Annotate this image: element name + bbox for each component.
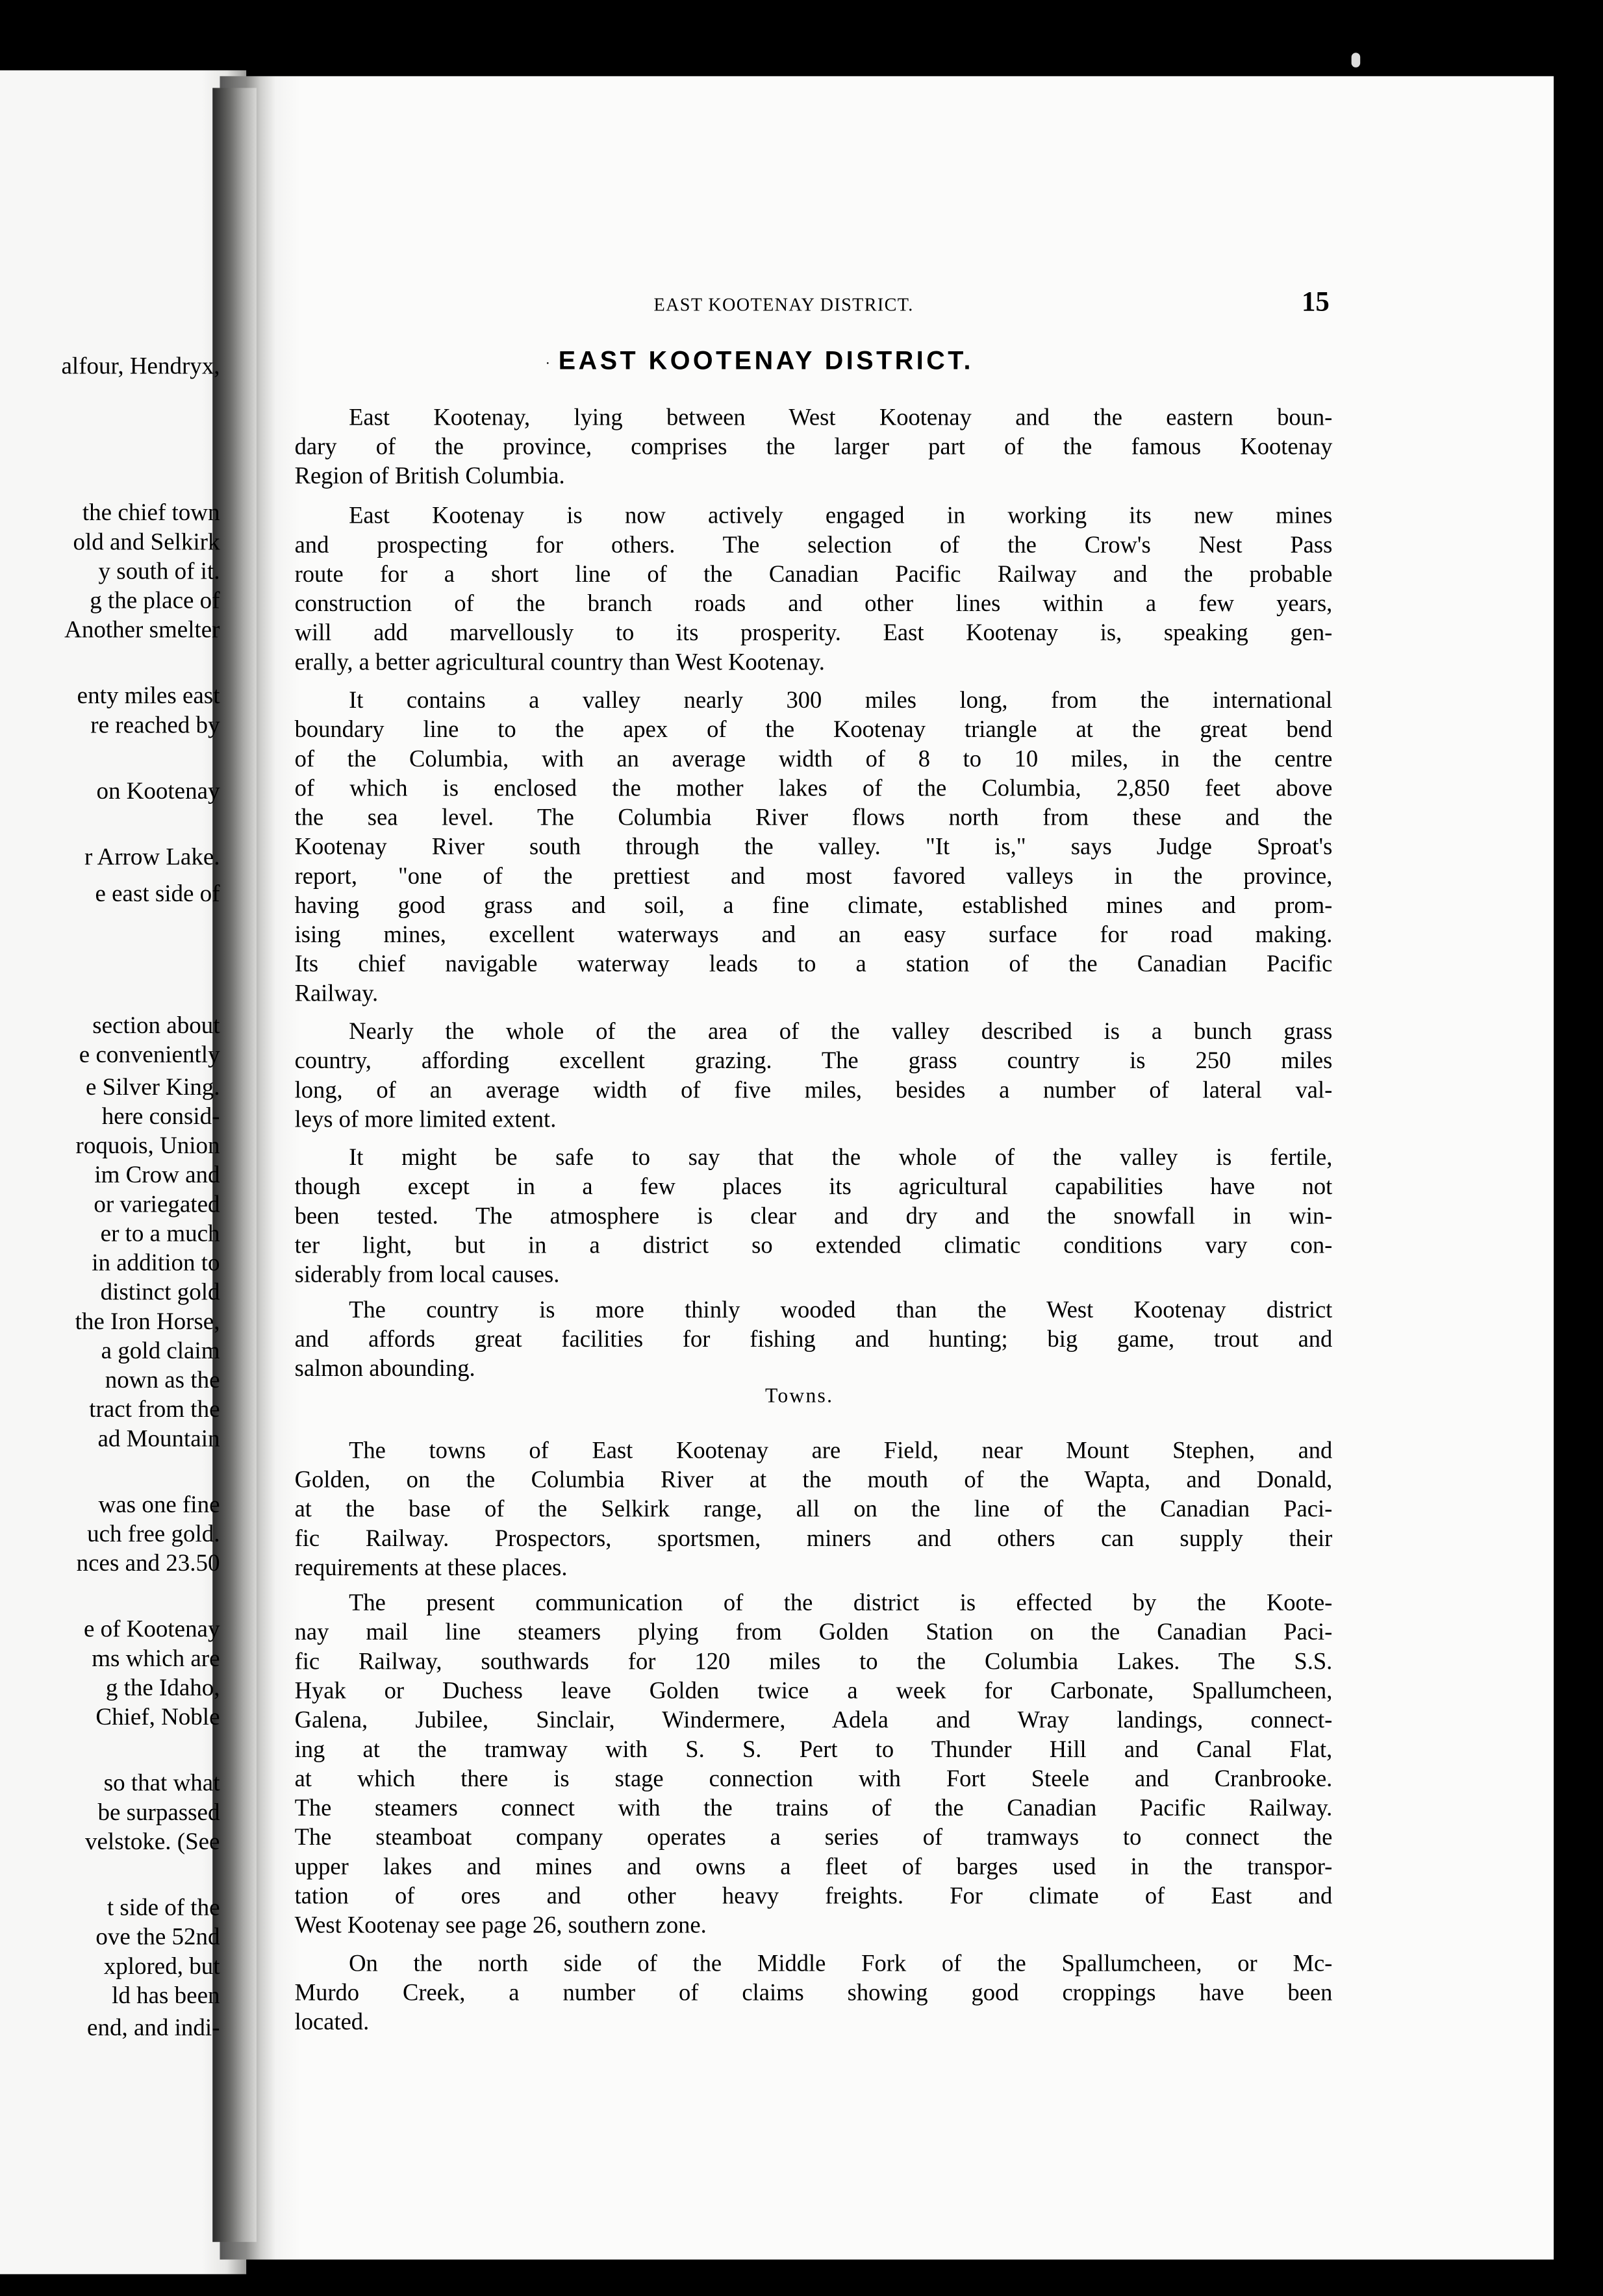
left-page-line: Another smelter (64, 615, 220, 643)
left-page-line: enty miles east (77, 681, 220, 710)
text-line: Railway. (294, 980, 379, 1007)
left-page-line: section about (92, 1011, 220, 1040)
left-page-line: Chief, Noble (95, 1703, 220, 1731)
left-page-line: old and Selkirk (73, 527, 220, 556)
left-page-line: uch free gold. (87, 1519, 220, 1548)
text-line: upper lakes and mines and owns a fleet of barges used in the transpor- (294, 1853, 1333, 1880)
text-line: East Kootenay, lying between West Kootenay and the eastern boun- (349, 404, 1333, 431)
scan-speck (1352, 53, 1361, 68)
left-page-line: the chief town (82, 498, 220, 527)
text-line: though except in a few places its agricultural capabilities have not (294, 1173, 1333, 1201)
left-page-line: so that what (103, 1768, 220, 1797)
text-line: On the north side of the Middle Fork of the Spallumcheen, or Mc- (349, 1950, 1333, 1977)
text-line: ter light, but in a district so extended climatic conditions vary con- (294, 1232, 1333, 1259)
text-line: The present communication of the district is effected by the Koote- (349, 1590, 1333, 1617)
left-page-line: alfour, Hendryx, (61, 351, 220, 380)
text-line: The towns of East Kootenay are Field, near Mount Stephen, and (349, 1437, 1333, 1464)
text-line: dary of the province, comprises the larger part of the famous Kootenay (294, 433, 1333, 460)
text-line: at which there is stage connection with Fort Steele and Cranbrooke. (294, 1766, 1333, 1792)
left-page-line: er to a much (100, 1219, 220, 1247)
left-page-line: r Arrow Lake. (84, 842, 220, 871)
text-line: fic Railway, southwards for 120 miles to the Columbia Lakes. The S.S. (294, 1648, 1333, 1675)
left-page-line: re reached by (90, 710, 220, 739)
text-line: The country is more thinly wooded than the West Kootenay district (349, 1297, 1333, 1323)
text-line: leys of more limited extent. (294, 1106, 557, 1133)
text-line: fic Railway. Prospectors, sportsmen, miners and others can supply their (294, 1525, 1333, 1552)
text-line: long, of an average width of five miles, besides a number of lateral val- (294, 1077, 1333, 1104)
text-line: and affords great facilities for fishing and hunting; big game, trout and (294, 1326, 1333, 1353)
towns-heading: Towns. (764, 1386, 834, 1408)
left-page-line: roquois, Union (75, 1131, 220, 1160)
text-line: report, "one of the prettiest and most favored valleys in the province, (294, 863, 1333, 890)
text-line: West Kootenay see page 26, southern zone. (294, 1912, 707, 1939)
text-line: Its chief navigable waterway leads to a station of the Canadian Pacific (294, 951, 1333, 978)
left-page-line: e east side of (95, 879, 220, 907)
text-line: Kootenay River south through the valley. "It is," says Judge Sproat's (294, 834, 1333, 860)
left-page-line: e of Kootenay (83, 1614, 220, 1643)
left-page-line: was one fine (98, 1490, 220, 1518)
text-line: It might be safe to say that the whole of the valley is fertile, (349, 1144, 1333, 1171)
left-page-line: distinct gold (100, 1277, 220, 1306)
text-line: nay mail line steamers plying from Golden Station on the Canadian Paci- (294, 1619, 1333, 1646)
text-line: having good grass and soil, a fine climate, established mines and prom- (294, 892, 1333, 919)
text-line: and prospecting for others. The selection of the Crow's Nest Pass (294, 532, 1333, 558)
text-line: ing at the tramway with S. S. Pert to Thunder Hill and Canal Flat, (294, 1736, 1333, 1763)
left-page-line: nces and 23.50 (76, 1549, 220, 1577)
text-line: construction of the branch roads and other lines within a few years, (294, 590, 1333, 618)
text-line: route for a short line of the Canadian Pacific Railway and the probable (294, 561, 1333, 588)
text-line: the sea level. The Columbia River flows north from these and the (294, 804, 1333, 831)
text-line: requirements at these places. (294, 1554, 568, 1581)
left-page-line: e Silver King. (85, 1072, 220, 1101)
left-page-line: t side of the (107, 1893, 220, 1921)
left-page-line: velstoke. (See (84, 1827, 220, 1855)
left-page-line: ad Mountain (97, 1424, 220, 1453)
left-page-line: g the place of (90, 586, 220, 614)
left-page-line: in addition to (92, 1248, 220, 1277)
text-line: erally, a better agricultural country than West Kootenay. (294, 649, 825, 676)
left-page-line: ove the 52nd (95, 1922, 220, 1951)
text-line: of which is enclosed the mother lakes of the Columbia, 2,850 feet above (294, 775, 1333, 802)
text-line: Nearly the whole of the area of the valley described is a bunch grass (349, 1018, 1333, 1045)
text-line: ising mines, excellent waterways and an easy surface for road making. (294, 921, 1333, 949)
text-line: Golden, on the Columbia River at the mouth of the Wapta, and Donald, (294, 1466, 1333, 1493)
left-page-line: end, and indi- (87, 2013, 220, 2041)
left-page-line: here consid- (101, 1102, 220, 1130)
left-page-line: im Crow and (94, 1160, 220, 1189)
text-line: will add marvellously to its prosperity. East Kootenay is, speaking gen- (294, 619, 1333, 647)
left-page-line: or variegated (94, 1190, 220, 1218)
text-line: The steamboat company operates a series of tramways to connect the (294, 1824, 1333, 1851)
left-page-line: y south of it. (98, 556, 220, 585)
text-line: of the Columbia, with an average width of 8 to 10 miles, in the centre (294, 745, 1333, 773)
section-title: EAST KOOTENAY DISTRICT. (558, 345, 974, 375)
left-page-line: ms which are (92, 1644, 220, 1672)
text-line: Galena, Jubilee, Sinclair, Windermere, Adela and Wray landings, connect- (294, 1707, 1333, 1734)
left-page-line: a gold claim (101, 1336, 220, 1364)
page-number: 15 (1301, 287, 1330, 318)
left-page-line: tract from the (89, 1395, 220, 1423)
text-line: salmon abounding. (294, 1355, 475, 1382)
text-line: tation of ores and other heavy freights. For climate of East and (294, 1882, 1333, 1910)
left-page-line: nown as the (105, 1366, 220, 1394)
text-line: at the base of the Selkirk range, all on the line of the Canadian Paci- (294, 1496, 1333, 1523)
text-line: Hyak or Duchess leave Golden twice a week for Carbonate, Spallumcheen, (294, 1677, 1333, 1704)
text-line: Region of British Columbia. (294, 463, 565, 490)
running-head: EAST KOOTENAY DISTRICT. (653, 294, 914, 316)
text-line: The steamers connect with the trains of the Canadian Pacific Railway. (294, 1795, 1333, 1822)
title-mark: · (545, 356, 551, 373)
text-line: East Kootenay is now actively engaged in working its new mines (349, 503, 1333, 529)
left-page-line: e conveniently (79, 1040, 220, 1069)
text-line: siderably from local causes. (294, 1262, 560, 1288)
text-line: located. (294, 2008, 370, 2036)
left-page-line: g the Idaho, (105, 1673, 220, 1702)
left-page-line: xplored, but (103, 1951, 220, 1980)
text-line: boundary line to the apex of the Kootenay triangle at the great bend (294, 716, 1333, 743)
text-line: been tested. The atmosphere is clear and dry and the snowfall in win- (294, 1203, 1333, 1230)
left-page-line: on Kootenay (96, 777, 220, 805)
text-line: It contains a valley nearly 300 miles long, from the international (349, 687, 1333, 714)
left-page-line: ld has been (112, 1981, 220, 2009)
left-page-line: be surpassed (97, 1797, 220, 1826)
text-line: Murdo Creek, a number of claims showing good croppings have been (294, 1979, 1333, 2006)
text-line: country, affording excellent grazing. The grass country is 250 miles (294, 1047, 1333, 1075)
left-page-line: the Iron Horse, (75, 1306, 220, 1335)
